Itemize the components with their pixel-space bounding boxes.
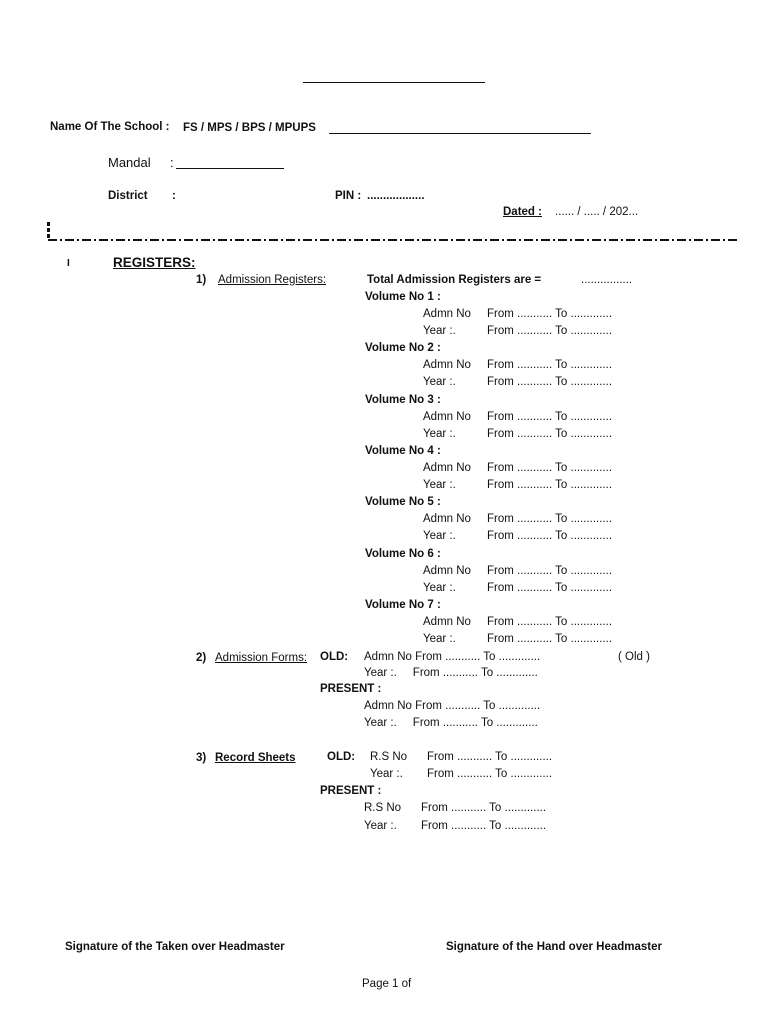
volume-admn-label: Admn No <box>423 565 471 577</box>
admission-forms-title: Admission Forms: <box>215 652 308 664</box>
record-sheets-old-label: OLD: <box>327 751 356 763</box>
total-registers-label: Total Admission Registers are = <box>367 274 542 286</box>
admission-forms-old-tag: ( Old ) <box>618 651 650 663</box>
signature-hand-over: Signature of the Hand over Headmaster <box>446 941 662 953</box>
mandal-label: Mandal <box>108 155 151 170</box>
admission-forms-number: 2) <box>196 652 207 664</box>
record-sheets-present-rs-range: From ........... To ............. <box>421 802 547 814</box>
volume-year-range: From ........... To ............. <box>487 633 613 645</box>
volume-year-label: Year :. <box>423 530 456 542</box>
volume-year-label: Year :. <box>423 582 456 594</box>
total-registers-value: ................ <box>581 274 633 286</box>
record-sheets-present-rs-label: R.S No <box>364 802 402 814</box>
volume-admn-label: Admn No <box>423 616 471 628</box>
record-sheets-present-year-range: From ........... To ............. <box>421 820 547 832</box>
volume-admn-label: Admn No <box>423 308 471 320</box>
record-sheets-present-label: PRESENT : <box>320 785 382 797</box>
volume-admn-range: From ........... To ............. <box>487 565 613 577</box>
volume-admn-label: Admn No <box>423 462 471 474</box>
volume-year-label: Year :. <box>423 428 456 440</box>
page-number: Page 1 of <box>362 978 412 990</box>
record-sheets-old-rs-label: R.S No <box>370 751 408 763</box>
volume-year-range: From ........... To ............. <box>487 325 613 337</box>
volume-label: Volume No 6 : <box>365 548 441 560</box>
school-name-field[interactable] <box>329 133 591 134</box>
mandal-colon: : <box>170 155 174 170</box>
dated-label: Dated : <box>503 206 542 218</box>
volume-year-label: Year :. <box>423 479 456 491</box>
pin-value: .................. <box>367 190 425 202</box>
record-sheets-old-year-range: From ........... To ............. <box>427 768 553 780</box>
record-sheets-title: Record Sheets <box>215 752 296 764</box>
volume-year-label: Year :. <box>423 325 456 337</box>
admission-forms-old-admn: Admn No From ........... To ............. <box>364 651 541 663</box>
admission-forms-old-label: OLD: <box>320 651 349 663</box>
title-blank-line <box>303 82 485 83</box>
section-number: I <box>67 258 70 269</box>
record-sheets-old-year-label: Year :. <box>370 768 403 780</box>
volume-year-range: From ........... To ............. <box>487 428 613 440</box>
district-label: District <box>108 190 148 202</box>
signature-taken-over: Signature of the Taken over Headmaster <box>65 941 285 953</box>
volume-label: Volume No 5 : <box>365 496 441 508</box>
district-colon: : <box>172 190 176 202</box>
volume-year-range: From ........... To ............. <box>487 376 613 388</box>
record-sheets-old-rs-range: From ........... To ............. <box>427 751 553 763</box>
volume-admn-range: From ........... To ............. <box>487 513 613 525</box>
volume-year-range: From ........... To ............. <box>487 582 613 594</box>
volume-year-label: Year :. <box>423 633 456 645</box>
section-title: REGISTERS: <box>113 255 196 270</box>
volume-label: Volume No 3 : <box>365 394 441 406</box>
volume-label: Volume No 7 : <box>365 599 441 611</box>
volume-year-label: Year :. <box>423 376 456 388</box>
volume-admn-range: From ........... To ............. <box>487 616 613 628</box>
volume-admn-label: Admn No <box>423 513 471 525</box>
volume-year-range: From ........... To ............. <box>487 479 613 491</box>
mandal-field[interactable] <box>176 168 284 169</box>
volume-admn-range: From ........... To ............. <box>487 359 613 371</box>
separator-corner <box>47 222 50 240</box>
volume-admn-range: From ........... To ............. <box>487 411 613 423</box>
admission-forms-present-admn: Admn No From ........... To ............. <box>364 700 541 712</box>
volume-label: Volume No 1 : <box>365 291 441 303</box>
school-types: FS / MPS / BPS / MPUPS <box>183 122 316 134</box>
admission-forms-present-year: Year :. From ........... To ............. <box>364 717 538 729</box>
school-name-label: Name Of The School : <box>50 121 170 133</box>
volume-label: Volume No 2 : <box>365 342 441 354</box>
admission-registers-title: Admission Registers: <box>218 274 327 286</box>
record-sheets-number: 3) <box>196 752 207 764</box>
volume-label: Volume No 4 : <box>365 445 441 457</box>
record-sheets-present-year-label: Year :. <box>364 820 397 832</box>
dated-value: ...... / ..... / 202... <box>555 206 639 218</box>
volume-admn-label: Admn No <box>423 411 471 423</box>
pin-label: PIN : <box>335 190 362 202</box>
admission-registers-number: 1) <box>196 274 207 286</box>
admission-forms-present-label: PRESENT : <box>320 683 382 695</box>
volume-year-range: From ........... To ............. <box>487 530 613 542</box>
volume-admn-range: From ........... To ............. <box>487 462 613 474</box>
admission-forms-old-year: Year :. From ........... To ............. <box>364 667 538 679</box>
dashed-separator <box>48 239 740 241</box>
volume-admn-range: From ........... To ............. <box>487 308 613 320</box>
volume-admn-label: Admn No <box>423 359 471 371</box>
